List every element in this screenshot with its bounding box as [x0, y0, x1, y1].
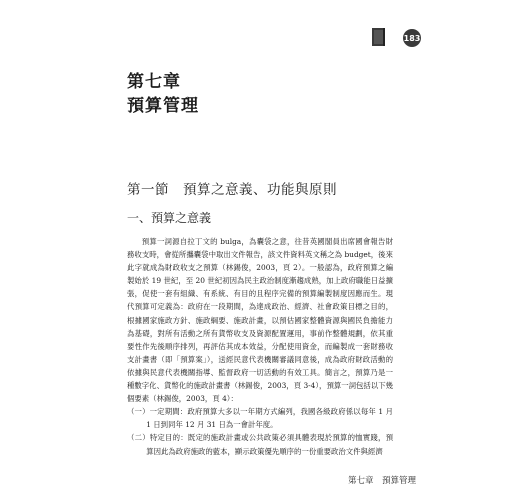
chapter-title: 預算管理 — [127, 96, 199, 116]
chapter-number: 第七章 — [127, 72, 181, 92]
subsection-title: 一、預算之意義 — [127, 211, 212, 225]
running-footer: 第七章 預算管理 — [347, 476, 416, 486]
list-item: （一）一定期間：政府預算大多以一年期方式編列，我國各級政府係以每年 1 月 1 日到同年 12 月 31 日為一會計年度。 — [127, 407, 393, 430]
body-paragraph: 預算一詞源自拉丁文的 bulga，為囊袋之意，往昔英國閣員出席國會報告財務收支時，會從所攜囊袋中取出文件報告，該文件資料英文稱之為 budget，後來此字就成為財政收支之預算（林錫俊，2003，頁 2）。一般認為，政府預算之編製始於 19 世紀，至 20 世紀初因為民主政治制度漸趨成熟，加上政府職能日益擴張，促使一套有組織、有系統、有目的且程序完備的預算編製制度因應而生。現代預算可定義為：政府在一段期間，為達成政治、經濟、社會政策目標之目的，根據國家施政方針、施政綱要、施政計畫，以預估國家整體資源與國民負擔能力為基礎，對所有活動之所有貨幣收支及資源配置運用，事前作整體規劃，依其重要性作先後順序排列，再評估其成本效益，分配使用資金，而編製成一套財務收支計畫書（即「預算案」），送經民意代表機關審議同意後，成為政府財政活動的依據與民意代表機關指導、監督政府一切活動的有效工具。簡言之，預算乃是一種數字化、貨幣化的施政計畫書（林錫俊，2003，頁 3-4），預算一詞包括以下幾個要素（林錫俊，2003，頁 4）： — [127, 237, 393, 404]
page-number-badge: 183 — [403, 29, 421, 47]
list-item: （二）特定目的：既定的施政計畫或公共政策必須具體表現於預算的恤實踐，預算因此為政府施政的藍本，顯示政策優先順序的一份重要政治文件與經濟 — [127, 433, 393, 456]
section-title: 第一節 預算之意義、功能與原則 — [127, 182, 337, 198]
book-icon — [371, 27, 387, 47]
body-text — [127, 235, 393, 458]
